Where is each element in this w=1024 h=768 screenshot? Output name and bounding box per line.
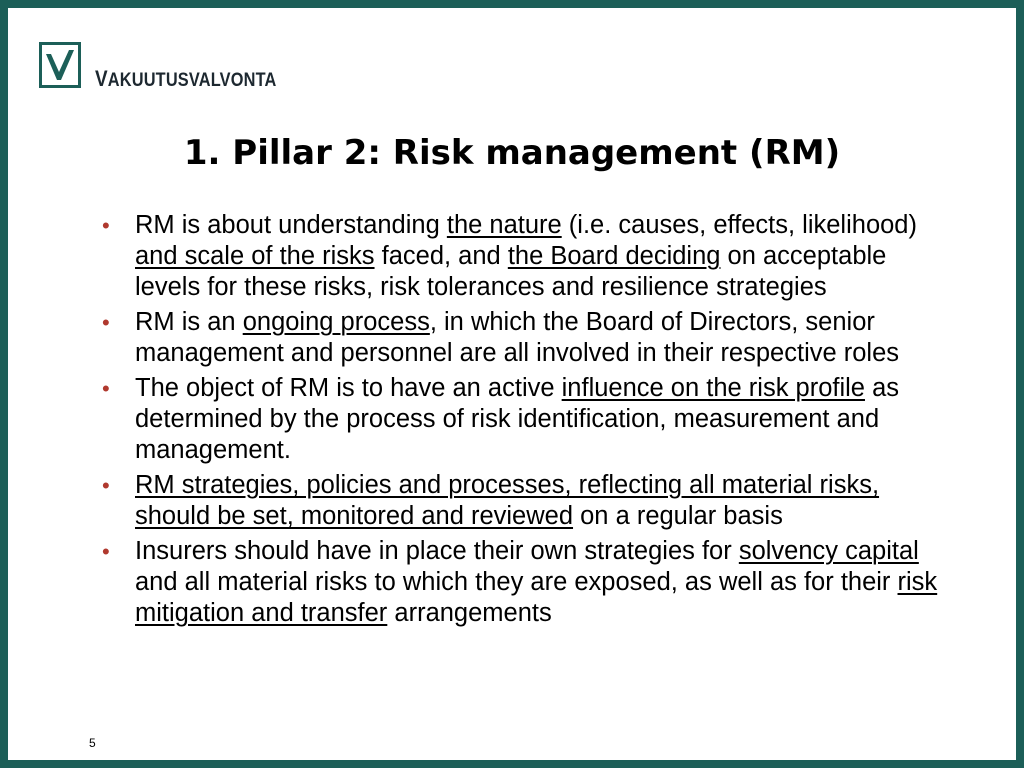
bullet-underlined-text: risk mitigation and transfer: [135, 568, 938, 627]
bullet-underlined-text: RM strategies, policies and processes, reflecting all material risks, should be set, monitored and reviewed: [135, 471, 880, 530]
bullet-text: The object of RM is to have an active: [135, 374, 562, 402]
bullet-underlined-text: the Board deciding: [507, 242, 721, 270]
bullet-underlined-text: solvency capital: [738, 537, 919, 565]
bullet-text: RM is an: [135, 308, 243, 336]
logo-initial: V: [95, 66, 108, 91]
bullet-icon: •: [102, 213, 110, 238]
slide-title: 1. Pillar 2: Risk management (RM): [183, 133, 841, 173]
bullet-text: and all material risks to which they are exposed, as well as for their: [135, 568, 898, 596]
logo-check-icon: [39, 42, 81, 88]
bullet-underlined-text: and scale of the risks: [135, 242, 375, 270]
bullet-text: arrangements: [387, 599, 552, 627]
logo-rest: AKUUTUSVALVONTA: [107, 70, 277, 91]
logo: [39, 42, 306, 91]
bullet-text: on acceptable levels for these risks, risk tolerances and resilience strategies: [135, 242, 887, 301]
bullet-icon: •: [102, 539, 110, 564]
bullet-icon: •: [102, 473, 110, 498]
bullet-text: (i.e. causes, effects, likelihood): [561, 211, 917, 239]
bullet-text: RM is about understanding: [135, 211, 447, 239]
bullet-text: Insurers should have in place their own strategies for: [135, 537, 739, 565]
bullet-text: as determined by the process of risk identification, measurement and management.: [135, 374, 900, 464]
bullet-icon: •: [102, 310, 110, 335]
bullet-icon: •: [102, 376, 110, 401]
bullet-text: , in which the Board of Directors, senior management and personnel are all involved in their respective roles: [135, 308, 900, 367]
bullet-item: [100, 307, 940, 369]
bullet-item: [100, 470, 940, 532]
bullet-underlined-text: influence on the risk profile: [561, 374, 865, 402]
bullet-item: [100, 210, 940, 303]
page-number: 5: [89, 736, 96, 750]
bullet-item: [100, 536, 940, 629]
bullet-underlined-text: the nature: [446, 211, 562, 239]
logo-wordmark: [95, 66, 277, 91]
bullet-list: [100, 210, 940, 633]
bullet-text: on a regular basis: [573, 502, 783, 530]
bullet-underlined-text: ongoing process: [242, 308, 430, 336]
bullet-text: faced, and: [374, 242, 508, 270]
bullet-item: [100, 373, 940, 466]
